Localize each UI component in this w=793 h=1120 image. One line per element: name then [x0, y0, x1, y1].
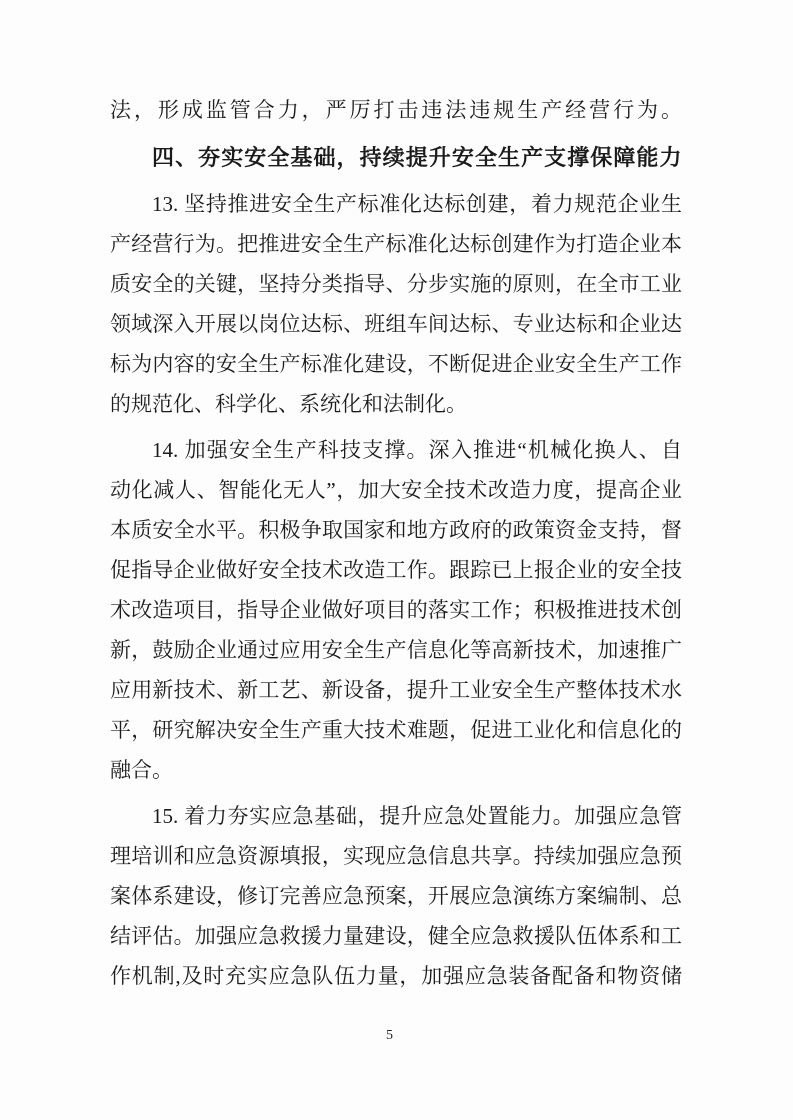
text-line: 14. 加强安全生产科技支撑。深入推进“机械化换人、自 [152, 438, 682, 462]
text-line: 本质安全水平。积极争取国家和地方政府的政策资金支持，督 [110, 518, 682, 542]
text-line: 案体系建设，修订完善应急预案，开展应急演练方案编制、总 [110, 884, 682, 908]
text-line: 产经营行为。把推进安全生产标准化达标创建作为打造企业本 [110, 232, 682, 256]
text-line: 13. 坚持推进安全生产标准化达标创建，着力规范企业生 [152, 192, 682, 216]
text-line: 质安全的关键，坚持分类指导、分步实施的原则，在全市工业 [110, 272, 682, 296]
paragraph [110, 430, 682, 790]
section-heading [110, 138, 682, 178]
paragraph [110, 184, 682, 424]
text-line: 融合。 [110, 758, 173, 782]
text-line: 标为内容的安全生产标准化建设，不断促进企业安全生产工作 [110, 352, 682, 376]
text-line: 理培训和应急资源填报，实现应急信息共享。持续加强应急预 [110, 844, 682, 868]
text-line: 法，形成监管合力，严厉打击违法违规生产经营行为。 [110, 98, 682, 122]
text-line: 动化减人、智能化无人”，加大安全技术改造力度，提高企业 [110, 478, 682, 502]
text-line: 平，研究解决安全生产重大技术难题，促进工业化和信息化的 [110, 718, 682, 742]
paragraph [110, 90, 682, 130]
text-line: 结评估。加强应急救援力量建设，健全应急救援队伍体系和工 [110, 924, 682, 948]
text-line: 15. 着力夯实应急基础，提升应急处置能力。加强应急管 [152, 804, 682, 828]
paragraph [110, 796, 682, 996]
text-line: 新，鼓励企业通过应用安全生产信息化等高新技术，加速推广 [110, 638, 682, 662]
text-line: 术改造项目，指导企业做好项目的落实工作；积极推进技术创 [110, 598, 682, 622]
page-number: 5 [386, 1028, 393, 1043]
heading-text-line: 四、夯实安全基础，持续提升安全生产支撑保障能力 [152, 145, 682, 170]
document-body [110, 90, 682, 996]
text-line: 领域深入开展以岗位达标、班组车间达标、专业达标和企业达 [110, 312, 682, 336]
text-line: 作机制,及时充实应急队伍力量，加强应急装备配备和物资储 [110, 964, 682, 988]
text-line: 应用新技术、新工艺、新设备，提升工业安全生产整体技术水 [110, 678, 682, 702]
text-line: 的规范化、科学化、系统化和法制化。 [110, 392, 467, 416]
text-line: 促指导企业做好安全技术改造工作。跟踪已上报企业的安全技 [110, 558, 682, 582]
